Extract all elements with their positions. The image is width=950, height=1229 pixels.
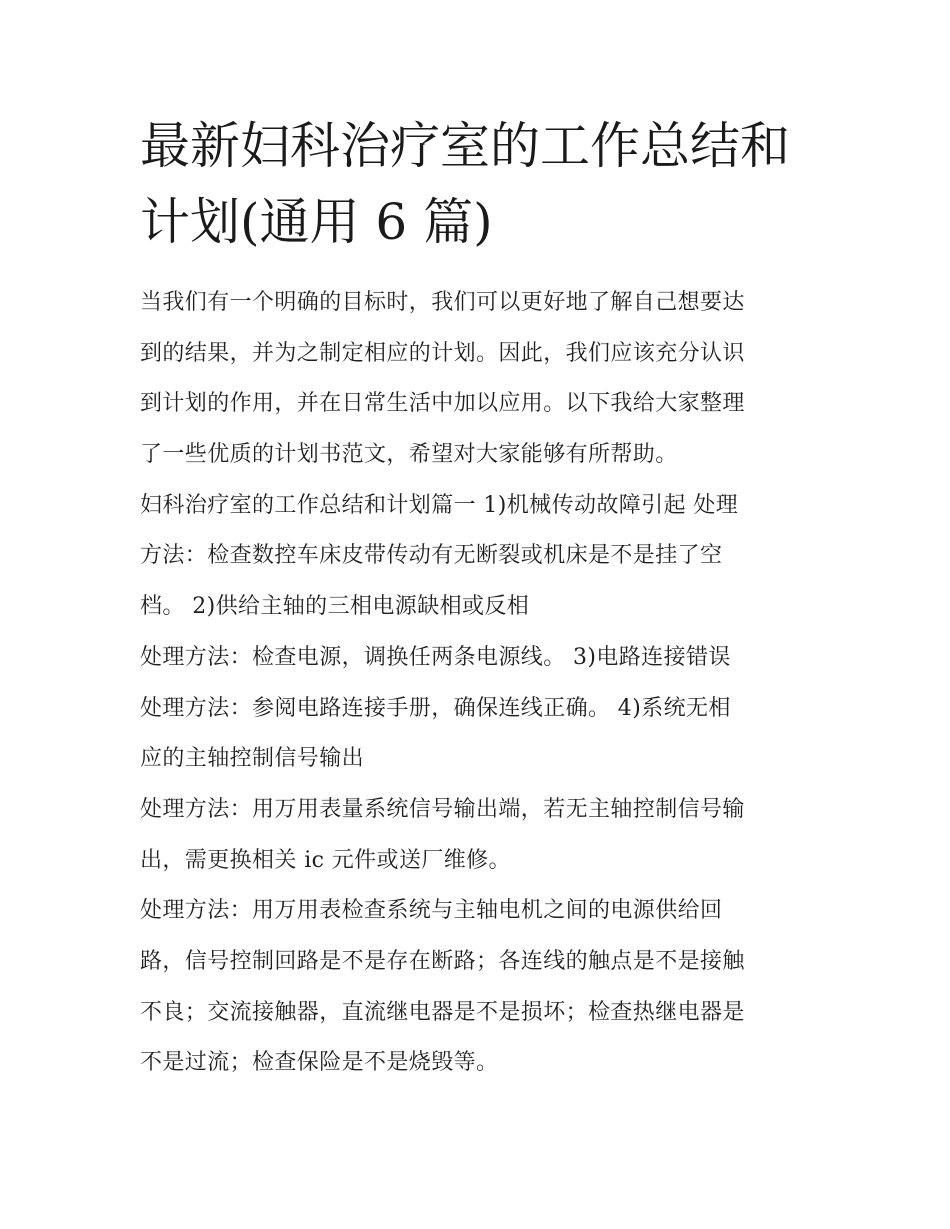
body-line: 不良；交流接触器，直流继电器是不是损坏；检查热继电器是 xyxy=(140,999,745,1025)
document-body xyxy=(140,278,820,1089)
body-line: 了一些优质的计划书范文，希望对大家能够有所帮助。 xyxy=(140,442,678,468)
body-line: 不是过流；检查保险是不是烧毁等。 xyxy=(140,1050,499,1076)
body-line: 处理方法：参阅电路连接手册，确保连线正确。 4)系统无相 xyxy=(140,695,731,721)
title-line-2: 计划(通用 6 篇) xyxy=(140,193,493,251)
body-line: 当我们有一个明确的目标时，我们可以更好地了解自己想要达 xyxy=(140,290,745,315)
body-line: 路，信号控制回路是不是存在断路；各连线的触点是不是接触 xyxy=(140,948,745,974)
body-line: 方法：检查数控车床皮带传动有无断裂或机床是不是挂了空 xyxy=(140,543,723,569)
body-line: 应的主轴控制信号输出 xyxy=(140,746,365,772)
body-line: 处理方法：用万用表检查系统与主轴电机之间的电源供给回 xyxy=(140,898,723,924)
body-line: 到的结果，并为之制定相应的计划。因此，我们应该充分认识 xyxy=(140,340,745,366)
body-line: 到计划的作用，并在日常生活中加以应用。以下我给大家整理 xyxy=(140,391,745,417)
body-line: 妇科治疗室的工作总结和计划篇一 1)机械传动故障引起 处理 xyxy=(140,492,739,518)
title-line-1: 最新妇科治疗室的工作总结和 xyxy=(140,117,790,175)
body-line: 处理方法：检查电源，调换任两条电源线。 3)电路连接错误 xyxy=(140,644,731,670)
body-line: 出，需更换相关 ic 元件或送厂维修。 xyxy=(140,847,511,873)
document-title xyxy=(140,108,820,260)
body-line: 处理方法：用万用表量系统信号输出端，若无主轴控制信号输 xyxy=(140,796,745,822)
body-line: 档。 2)供给主轴的三相电源缺相或反相 xyxy=(140,594,530,620)
